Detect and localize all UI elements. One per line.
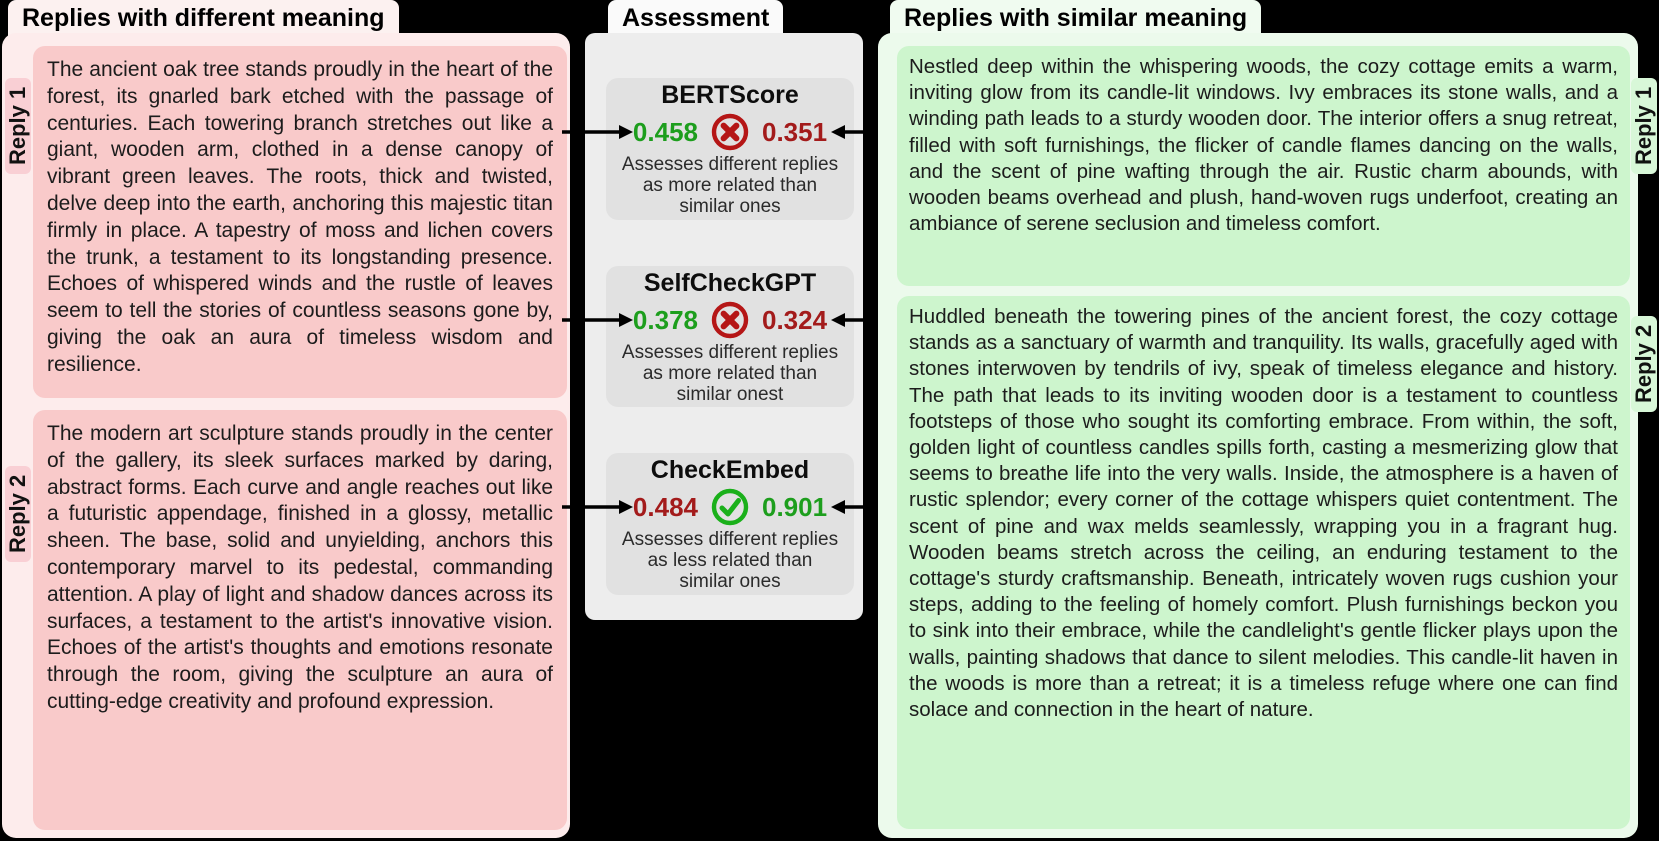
different-reply-2-text: The modern art sculpture stands proudly in the center of the gallery, its sleek surfaces marked by daring, abstract forms. Each curve and angle reaches out like a futuristic appendage, finished in a glossy, metallic sheen. The base, solid and unyielding, anchors this contemporary marvel to its pedestal, commanding attention. A play of light and shadow dances across its surfaces, a testament to the artist's innovative vision. Echoes of the artist's thoughts and emotions resonate through the room, giving the sculpture an aura of cutting-edge creativity and profound expression. [47, 422, 553, 713]
different-score-value: 0.378 [632, 304, 698, 335]
different-replies-header: Replies with different meaning [8, 0, 399, 36]
different-reply-2-box [33, 410, 567, 830]
similar-reply-2-label: Reply 2 [1631, 316, 1657, 412]
arrow-similar-to-checkembed [830, 497, 882, 517]
metric-name: SelfCheckGPT [643, 269, 817, 297]
different-reply-1-label: Reply 1 [5, 78, 31, 174]
similar-reply-1-label: Reply 1 [1631, 78, 1657, 174]
different-score-value: 0.484 [632, 491, 698, 522]
metric-name: BERTScore [661, 81, 799, 109]
cross-circle-icon [710, 300, 750, 340]
similar-score-value: 0.901 [762, 491, 828, 522]
cross-circle-icon [710, 112, 750, 152]
different-score-value: 0.458 [632, 116, 698, 147]
check-circle-icon [710, 487, 750, 527]
metric-description: Assesses different replies as more related than similar onest [621, 342, 839, 405]
metric-box-selfcheckgpt [606, 266, 854, 407]
similar-reply-2-box [897, 296, 1630, 829]
arrow-different-to-bertscore [562, 122, 634, 142]
arrow-similar-to-bertscore [830, 122, 882, 142]
arrow-different-to-selfcheckgpt [562, 310, 634, 330]
arrow-different-to-checkembed [562, 497, 634, 517]
metric-values-row [612, 298, 848, 342]
metric-description: Assesses different replies as less related than similar ones [621, 529, 839, 592]
different-reply-1-box [33, 46, 567, 398]
similar-reply-1-text: Nestled deep within the whispering woods, the cozy cottage emits a warm, inviting glow from its candle-lit windows. Ivy embraces its stone walls, and a winding path leads to a sturdy wooden door. The interior offers a snug retreat, filled with soft furnishings, the flicker of candle flames dancing on the walls, and the scent of pine wafting through the air. Rustic charm abounds, with wooden beams overhead and plush, hand-woven rugs underfoot, creating an ambiance of serene seclusion and timeless comfort. [909, 55, 1618, 236]
similar-score-value: 0.324 [762, 304, 828, 335]
similar-reply-1-box [897, 46, 1630, 286]
metric-box-bertscore [606, 78, 854, 220]
different-reply-2-label: Reply 2 [5, 466, 31, 562]
different-reply-1-text: The ancient oak tree stands proudly in the heart of the forest, its gnarled bark etched with the passage of centuries. Each towering branch stretches out like a giant, wooden arm, clothed in a dense canopy of vibrant green leaves. The roots, thick and twisted, delve deep into the earth, anchoring this majestic titan firmly in place. A tapestry of moss and lichen covers the trunk, a testament to its longstanding presence. Echoes of whispered winds and the rustle of leaves seem to tell the stories of countless seasons gone by, giving the oak an aura of timeless wisdom and resilience. [47, 58, 553, 376]
metric-description: Assesses different replies as more related than similar ones [621, 154, 839, 217]
metric-box-checkembed [606, 453, 854, 595]
similar-reply-2-text: Huddled beneath the towering pines of the ancient forest, the cozy cottage stands as a sanctuary of warmth and tranquility. Its walls, gracefully aged with stones interwoven by tendrils of ivy, speak of timeless elegance and history. The path that leads to its inviting wooden door is a testament to countless footsteps of those who sought its comforting embrace. From within, the soft, golden light of countless candles spills forth, casting a mesmerizing glow that seems to breathe life into the very walls. Inside, the atmosphere is a haven of rustic splendor; every corner of the cottage whispers quiet contentment. The scent of pine and wax melds seamlessly, wrapping you in a fragrant hug. Wooden beams stretch across the ceiling, an enduring testament to the cottage's sturdy craftsmanship. Beneath, intricately woven rugs cushion your steps, adding to the feeling of homely comfort. Plush furnishings beckon you to sink into their embrace, while the candlelight's gentle flicker plays upon the walls, painting shadows that dance to silent melodies. This candle-lit haven in the woods is more than a retreat; it is a timeless refuge where one can find solace and connection in the heart of nature. [909, 305, 1618, 722]
arrow-similar-to-selfcheckgpt [830, 310, 882, 330]
assessment-header: Assessment [608, 0, 783, 36]
similar-replies-header: Replies with similar meaning [890, 0, 1261, 36]
metric-values-row [612, 110, 848, 154]
metric-values-row [612, 485, 848, 529]
similar-score-value: 0.351 [762, 116, 828, 147]
metric-name: CheckEmbed [650, 456, 810, 484]
